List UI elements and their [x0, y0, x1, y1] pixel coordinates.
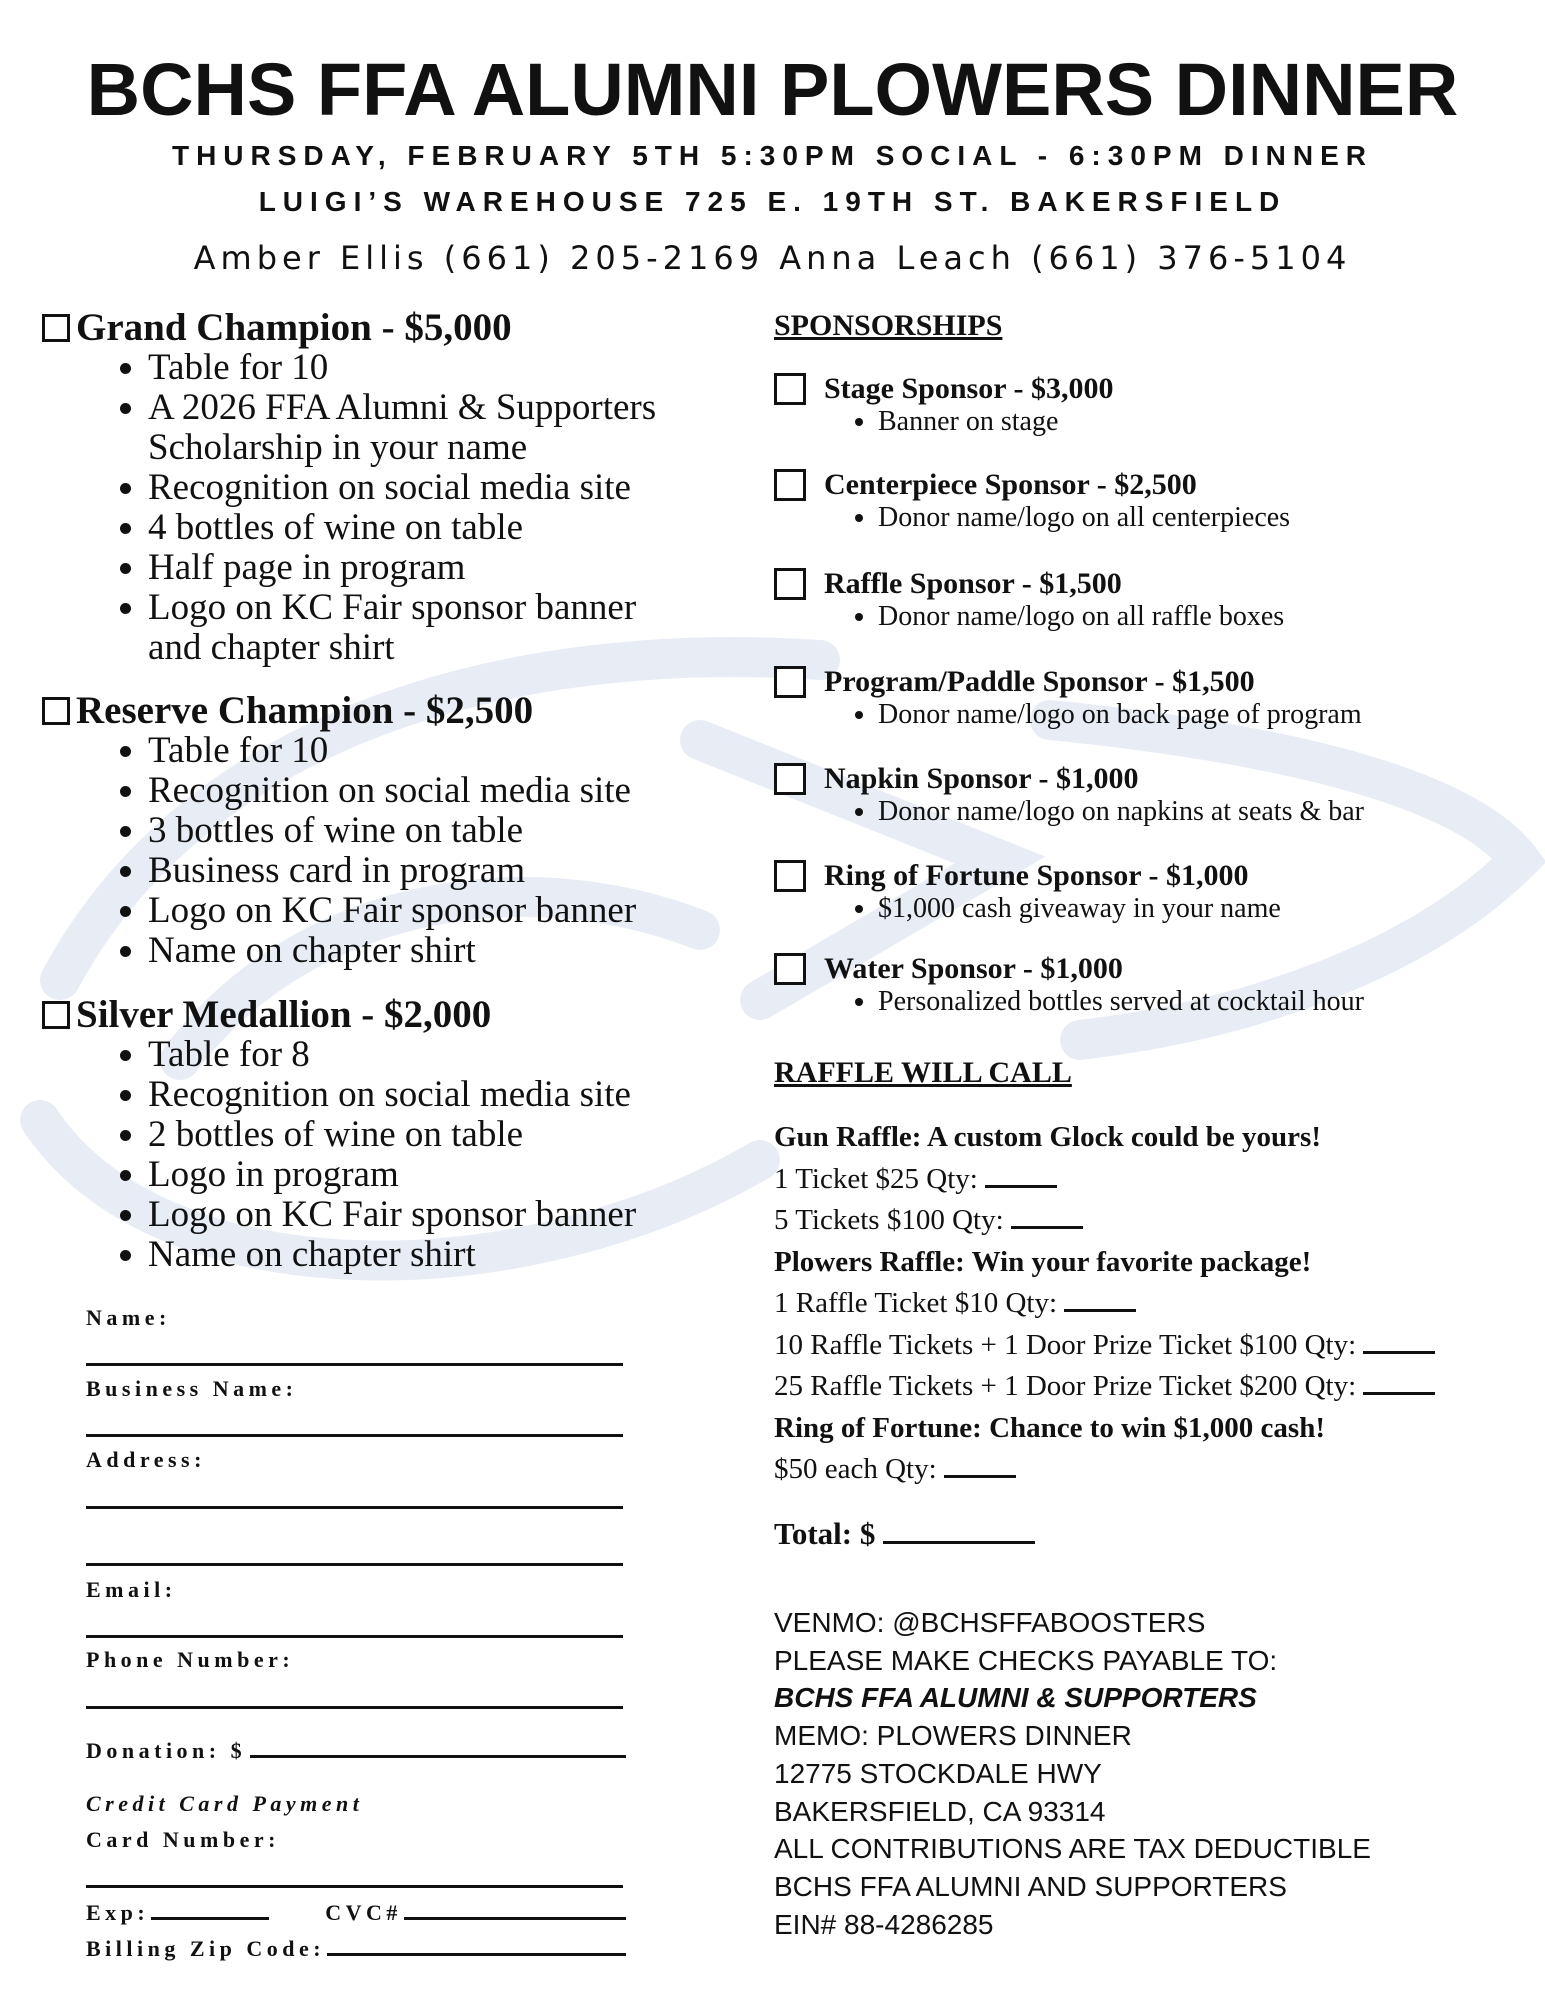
address-field-line-1[interactable]: [86, 1506, 623, 1509]
event-venue-line: LUIGI’S WAREHOUSE 725 E. 19TH ST. BAKERSFIELD: [258, 186, 1287, 217]
checks-line: PLEASE MAKE CHECKS PAYABLE TO:: [774, 1644, 1278, 1676]
option-label: 5 Tickets $100 Qty:: [774, 1204, 1004, 1236]
memo-line: MEMO: PLOWERS DINNER: [774, 1720, 1132, 1752]
sponsor-title: Centerpiece Sponsor - $2,500: [824, 468, 1197, 501]
sponsor-title: Ring of Fortune Sponsor - $1,000: [824, 859, 1249, 892]
qty-field[interactable]: [1064, 1285, 1136, 1312]
card-number-field[interactable]: [86, 1885, 623, 1888]
sponsor-benefit: • Donor name/logo on all raffle boxes: [878, 602, 1534, 632]
centerpiece-sponsor-checkbox[interactable]: [774, 469, 806, 501]
total-row: [774, 1514, 1035, 1554]
sponsor-title: Napkin Sponsor - $1,000: [824, 762, 1139, 795]
tier-silver-medallion: [42, 995, 742, 1275]
name-label: Name:: [86, 1305, 171, 1330]
benefit-item: • Logo on KC Fair sponsor banner: [148, 1195, 742, 1235]
sponsor-title: Water Sponsor - $1,000: [824, 952, 1123, 985]
reserve-champion-checkbox[interactable]: [42, 697, 70, 725]
benefit-item: • 2 bottles of wine on table: [148, 1115, 742, 1155]
sponsor-title: Program/Paddle Sponsor - $1,500: [824, 665, 1255, 698]
silver-medallion-checkbox[interactable]: [42, 1001, 70, 1029]
sponsor-stage: [774, 371, 1534, 437]
program-paddle-sponsor-checkbox[interactable]: [774, 666, 806, 698]
ein-line: EIN# 88-4286285: [774, 1908, 994, 1940]
donation-row: [86, 1737, 626, 1765]
sponsor-benefit: • $1,000 cash giveaway in your name: [878, 894, 1534, 924]
benefit-item: • Name on chapter shirt: [148, 1235, 742, 1275]
zip-field[interactable]: [327, 1935, 626, 1956]
tier-title: Silver Medallion - $2,000: [76, 993, 492, 1036]
qty-field[interactable]: [1011, 1202, 1083, 1229]
tier-reserve-champion: [42, 691, 742, 971]
address-field-line-2[interactable]: [86, 1563, 623, 1566]
exp-label: Exp:: [86, 1900, 150, 1925]
sponsor-water: [774, 951, 1534, 1017]
tier-title: Grand Champion - $5,000: [76, 306, 512, 349]
org-line: BCHS FFA ALUMNI AND SUPPORTERS: [774, 1870, 1287, 1902]
benefit-item: • Half page in program: [148, 548, 742, 588]
benefit-item: • Logo on KC Fair sponsor banner: [148, 891, 742, 931]
raffle-section: [774, 1117, 1544, 1491]
donation-field[interactable]: [250, 1737, 626, 1758]
exp-field[interactable]: [151, 1899, 269, 1920]
sponsor-ring-of-fortune: [774, 858, 1534, 924]
event-date-line: THURSDAY, FEBRUARY 5TH 5:30PM SOCIAL - 6:30PM DINNER: [171, 140, 1374, 171]
benefit-item: • Table for 10: [148, 731, 742, 771]
qty-field[interactable]: [1363, 1327, 1435, 1354]
raffle-heading: RAFFLE WILL CALL: [774, 1056, 1072, 1089]
gun-raffle-title: Gun Raffle: A custom Glock could be yours!: [774, 1121, 1321, 1153]
email-field[interactable]: [86, 1635, 623, 1638]
benefit-item: • Table for 10: [148, 348, 742, 388]
tier-grand-champion: [42, 308, 742, 668]
gun-raffle-1-ticket: [774, 1159, 1544, 1201]
name-field[interactable]: [86, 1363, 623, 1366]
total-field[interactable]: [883, 1517, 1035, 1544]
tax-line: ALL CONTRIBUTIONS ARE TAX DEDUCTIBLE: [774, 1833, 1371, 1865]
sponsor-benefit: • Personalized bottles served at cocktail hour: [878, 987, 1534, 1017]
qty-field[interactable]: [985, 1161, 1057, 1188]
stage-sponsor-checkbox[interactable]: [774, 373, 806, 405]
benefit-item: • Recognition on social media site: [148, 771, 742, 811]
benefit-item: • 4 bottles of wine on table: [148, 508, 742, 548]
city-line: BAKERSFIELD, CA 93314: [774, 1795, 1106, 1827]
page-title: BCHS FFA ALUMNI PLOWERS DINNER: [86, 48, 1459, 131]
email-label: Email:: [86, 1577, 177, 1602]
cvc-label: CVC#: [325, 1900, 402, 1925]
option-label: 1 Raffle Ticket $10 Qty:: [774, 1287, 1058, 1319]
benefit-item: • 3 bottles of wine on table: [148, 811, 742, 851]
benefit-item: • Recognition on social media site: [148, 1075, 742, 1115]
tier-title: Reserve Champion - $2,500: [76, 689, 534, 732]
sponsor-benefit: • Donor name/logo on all centerpieces: [878, 503, 1534, 533]
option-label: 10 Raffle Tickets + 1 Door Prize Ticket $100 Qty:: [774, 1328, 1357, 1361]
benefit-item: • A 2026 FFA Alumni & Supporters Scholarship in your name: [148, 388, 742, 468]
benefit-item: • Recognition on social media site: [148, 468, 742, 508]
street-line: 12775 STOCKDALE HWY: [774, 1757, 1102, 1789]
benefit-item: • Logo on KC Fair sponsor banner and chapter shirt: [148, 588, 742, 668]
benefit-item: • Table for 8: [148, 1035, 742, 1075]
sponsor-title: Stage Sponsor - $3,000: [824, 372, 1114, 405]
napkin-sponsor-checkbox[interactable]: [774, 763, 806, 795]
grand-champion-checkbox[interactable]: [42, 314, 70, 342]
donation-label: Donation: $: [86, 1738, 247, 1763]
venmo-line: VENMO: @BCHSFFABOOSTERS: [774, 1607, 1206, 1638]
ring-of-fortune-title: Ring of Fortune: Chance to win $1,000 cash!: [774, 1411, 1325, 1444]
sponsor-benefit: • Donor name/logo on napkins at seats & bar: [878, 797, 1534, 827]
option-label: 1 Ticket $25 Qty:: [774, 1162, 978, 1195]
sponsor-raffle: [774, 566, 1534, 632]
payee-line: BCHS FFA ALUMNI & SUPPORTERS: [774, 1682, 1257, 1714]
phone-label: Phone Number:: [86, 1647, 295, 1672]
address-label: Address:: [86, 1447, 206, 1472]
contact-line: Amber Ellis (661) 205-2169 Anna Leach (661) 376-5104: [193, 239, 1352, 277]
ring-of-fortune-each: [774, 1449, 1544, 1491]
card-number-label: Card Number:: [86, 1827, 280, 1852]
zip-row: [86, 1935, 626, 1963]
raffle-sponsor-checkbox[interactable]: [774, 568, 806, 600]
ring-of-fortune-sponsor-checkbox[interactable]: [774, 860, 806, 892]
option-label: 25 Raffle Tickets + 1 Door Prize Ticket $200 Qty:: [774, 1370, 1357, 1402]
plowers-raffle-10-tickets: [774, 1325, 1544, 1367]
credit-card-heading: Credit Card Payment: [86, 1791, 364, 1816]
plowers-raffle-title: Plowers Raffle: Win your favorite package!: [774, 1245, 1312, 1278]
sponsorships-heading: SPONSORSHIPS: [774, 309, 1003, 342]
sponsor-program-paddle: [774, 664, 1534, 730]
gun-raffle-5-tickets: [774, 1200, 1544, 1242]
phone-field[interactable]: [86, 1706, 623, 1709]
total-label: Total: $: [774, 1516, 876, 1551]
benefit-item: • Name on chapter shirt: [148, 931, 742, 971]
sponsor-title: Raffle Sponsor - $1,500: [824, 567, 1122, 600]
cvc-field[interactable]: [404, 1899, 626, 1920]
business-name-field[interactable]: [86, 1434, 623, 1437]
plowers-raffle-1-ticket: [774, 1283, 1544, 1325]
sponsor-benefit: • Donor name/logo on back page of program: [878, 700, 1534, 730]
zip-label: Billing Zip Code:: [86, 1936, 326, 1961]
sponsor-napkin: [774, 761, 1534, 827]
plowers-raffle-25-tickets: [774, 1366, 1544, 1408]
benefit-item: • Business card in program: [148, 851, 742, 891]
qty-field[interactable]: [1363, 1368, 1435, 1395]
qty-field[interactable]: [944, 1451, 1016, 1478]
sponsor-centerpiece: [774, 467, 1534, 533]
sponsor-benefit: • Banner on stage: [878, 407, 1534, 437]
option-label: $50 each Qty:: [774, 1453, 937, 1485]
benefit-item: • Logo in program: [148, 1155, 742, 1195]
business-name-label: Business Name:: [86, 1376, 298, 1401]
exp-cvc-row: [86, 1899, 626, 1927]
payment-info: [774, 1604, 1371, 1943]
water-sponsor-checkbox[interactable]: [774, 953, 806, 985]
